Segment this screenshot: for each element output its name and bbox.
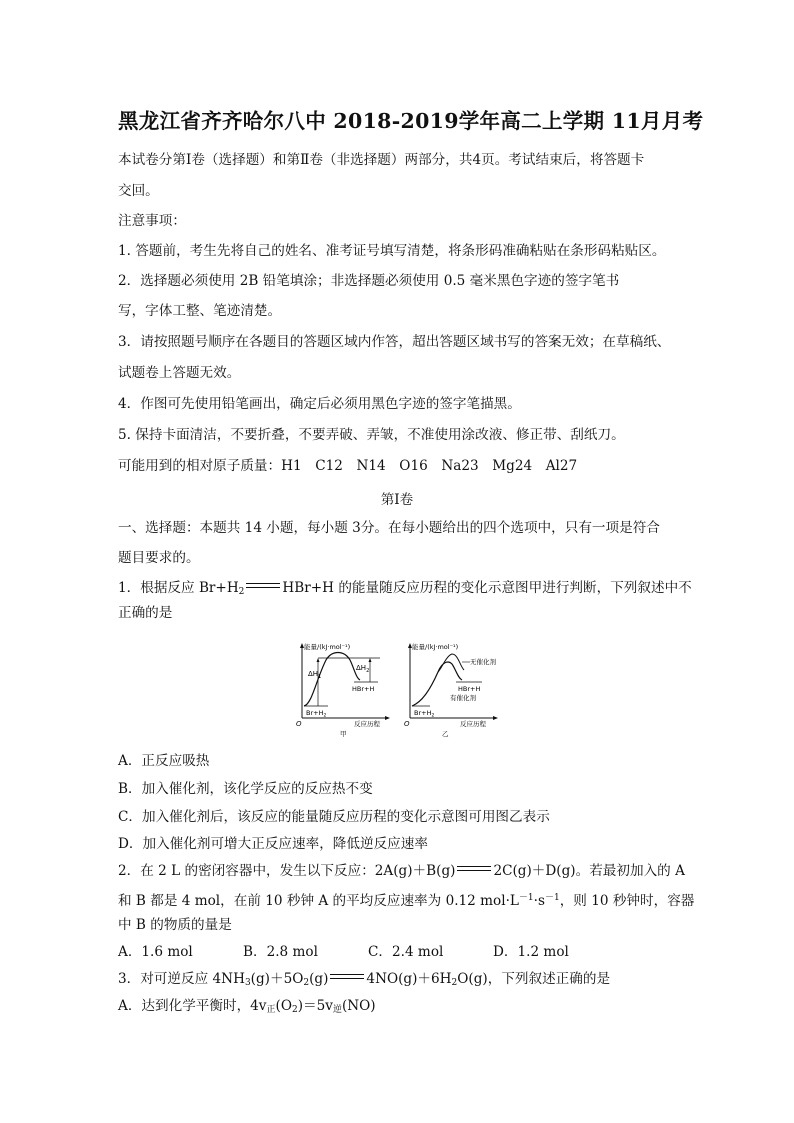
q1-stem-line-2: 正确的是 xyxy=(118,605,173,621)
q1-stem-post: HBr+H 的能量随反应历程的变化示意图甲进行判断，下列叙述中不 xyxy=(282,580,692,596)
page-title: 黑龙江省齐齐哈尔八中 2018-2019学年高二上学期 11月月考 xyxy=(118,109,704,133)
q2-line2-mid: ·s xyxy=(533,893,545,909)
q3-sub-1: 3 xyxy=(244,978,251,988)
q3-stem xyxy=(118,970,610,992)
yi-ylabel: 能量/(kJ·mol⁻¹) xyxy=(412,643,459,651)
reversible-arrow-icon xyxy=(246,581,280,591)
q2-stem-line-3: 中 B 的物质的量是 xyxy=(118,917,232,933)
jia-origin: O xyxy=(296,720,302,728)
q2-stem-line-2 xyxy=(118,889,694,910)
jia-reactants: $Br+H_2$ xyxy=(306,709,327,719)
q2-exponent-1: －1 xyxy=(518,893,534,903)
q3-mid-3: 4NO(g)＋6H xyxy=(366,971,452,987)
yi-with-catalyst: 有催化剂 xyxy=(450,694,476,702)
q3-mid-2: (g) xyxy=(309,971,329,987)
note-2-line-1: 2．选择题必须使用 2B 铅笔填涂；非选择题必须使用 0.5 毫米黑色字迹的签字笔书 xyxy=(118,273,620,289)
q2-stem-line-1 xyxy=(118,862,685,880)
intro-line-1: 本试卷分第Ⅰ卷（选择题）和第Ⅱ卷（非选择题）两部分，共4页。考试结束后，将答题卡 xyxy=(118,152,645,168)
intro-line-2: 交回。 xyxy=(118,183,159,199)
q2-line2-pre: 和 B 都是 4 mol，在前 10 秒钟 A 的平均反应速率为 0.12 mol·L xyxy=(118,893,519,909)
jia-dh1: $\Delta H_1$ xyxy=(308,670,322,680)
q2-line1-pre: 2．在 2 L 的密闭容器中，发生以下反应：2A(g)＋B(g) xyxy=(118,863,456,879)
q1-option-b: B．加入催化剂，该化学反应的反应热不变 xyxy=(118,781,373,797)
q2-option-b: B．2.8 mol xyxy=(243,944,318,960)
q2-option-c: C．2.4 mol xyxy=(368,944,444,960)
yi-origin: O xyxy=(404,720,410,728)
jia-xlabel: 反应历程 xyxy=(354,720,380,728)
q1-energy-figure xyxy=(290,640,510,740)
figure-yi xyxy=(404,642,498,738)
yi-products: HBr+H xyxy=(458,685,481,693)
section-heading-line-1: 一、选择题：本题共 14 小题，每小题 3分。在每小题给出的四个选项中，只有一项是符合 xyxy=(118,520,660,536)
q2-options xyxy=(118,943,618,961)
q1-subscript: 2 xyxy=(238,587,245,597)
q3-post: O(g)，下列叙述正确的是 xyxy=(457,971,611,987)
q3a-post: (NO) xyxy=(341,998,376,1014)
q1-option-c: C．加入催化剂后，该反应的能量随反应历程的变化示意图可用图乙表示 xyxy=(118,809,550,825)
q2-option-a: A．1.6 mol xyxy=(118,944,193,960)
yi-reactants: $Br+H_2$ xyxy=(414,709,435,719)
volume-heading: 第Ⅰ卷 xyxy=(380,492,414,508)
q3a-sub-1: 正 xyxy=(266,1005,276,1015)
note-2-line-2: 写，字体工整、笔迹清楚。 xyxy=(118,303,282,319)
q3-option-a xyxy=(118,997,376,1019)
note-3-line-2: 试题卷上答题无效。 xyxy=(118,365,241,381)
q2-exponent-2: －1 xyxy=(544,893,560,903)
q1-option-d: D．加入催化剂可增大正反应速率，降低逆反应速率 xyxy=(118,836,428,852)
note-4: 4．作图可先使用铅笔画出，确定后必须用黑色字迹的签字笔描黑。 xyxy=(118,396,521,412)
q3a-sub-2: 2 xyxy=(291,1005,298,1015)
jia-products: HBr+H xyxy=(352,685,375,693)
q1-option-a: A．正反应吸热 xyxy=(118,753,210,769)
q2-line2-post: ，则 10 秒钟时，容器 xyxy=(559,893,695,909)
yi-xlabel: 反应历程 xyxy=(460,720,486,728)
reversible-arrow-icon xyxy=(457,864,491,874)
q3a-mid: (O xyxy=(275,998,292,1014)
q3-sub-3: 2 xyxy=(451,978,458,988)
jia-ylabel: 能量/(kJ·mol⁻¹) xyxy=(304,643,351,651)
q2-option-d: D．1.2 mol xyxy=(493,944,569,960)
q3-sub-2: 2 xyxy=(303,978,310,988)
q1-stem-line-1 xyxy=(118,579,692,601)
note-3-line-1: 3．请按照题号顺序在各题目的答题区域内作答，超出答题区域书写的答案无效；在草稿纸、 xyxy=(118,334,671,350)
notes-heading: 注意事项： xyxy=(118,213,186,229)
q1-stem-pre: 1．根据反应 Br+H xyxy=(118,580,239,596)
jia-caption: 甲 xyxy=(340,730,347,738)
q3-mid-1: (g)＋5O xyxy=(250,971,304,987)
figure-jia xyxy=(296,642,390,738)
jia-dh2: $\Delta H_2$ xyxy=(356,664,370,674)
yi-no-catalyst: 无催化剂 xyxy=(470,658,496,666)
q3a-pre: A．达到化学平衡时，4v xyxy=(118,998,267,1014)
q3-pre: 3．对可逆反应 4NH xyxy=(118,971,245,987)
note-1: 1. 答题前，考生先将自己的姓名、准考证号填写清楚，将条形码准确粘贴在条形码粘贴区。 xyxy=(118,243,666,259)
section-heading-line-2: 题目要求的。 xyxy=(118,550,200,566)
q2-line1-post: 2C(g)＋D(g)。若最初加入的 A xyxy=(493,863,685,879)
yi-caption: 乙 xyxy=(442,730,449,738)
q3a-mid-2: )＝5v xyxy=(297,998,333,1014)
atomic-masses: 可能用到的相对原子质量：H1 C12 N14 O16 Na23 Mg24 Al27 xyxy=(118,458,578,474)
note-5: 5. 保持卡面清洁，不要折叠，不要弄破、弄皱，不准使用涂改液、修正带、刮纸刀。 xyxy=(118,427,625,443)
q3a-sub-3: 逆 xyxy=(332,1005,342,1015)
reversible-arrow-icon xyxy=(330,972,364,982)
